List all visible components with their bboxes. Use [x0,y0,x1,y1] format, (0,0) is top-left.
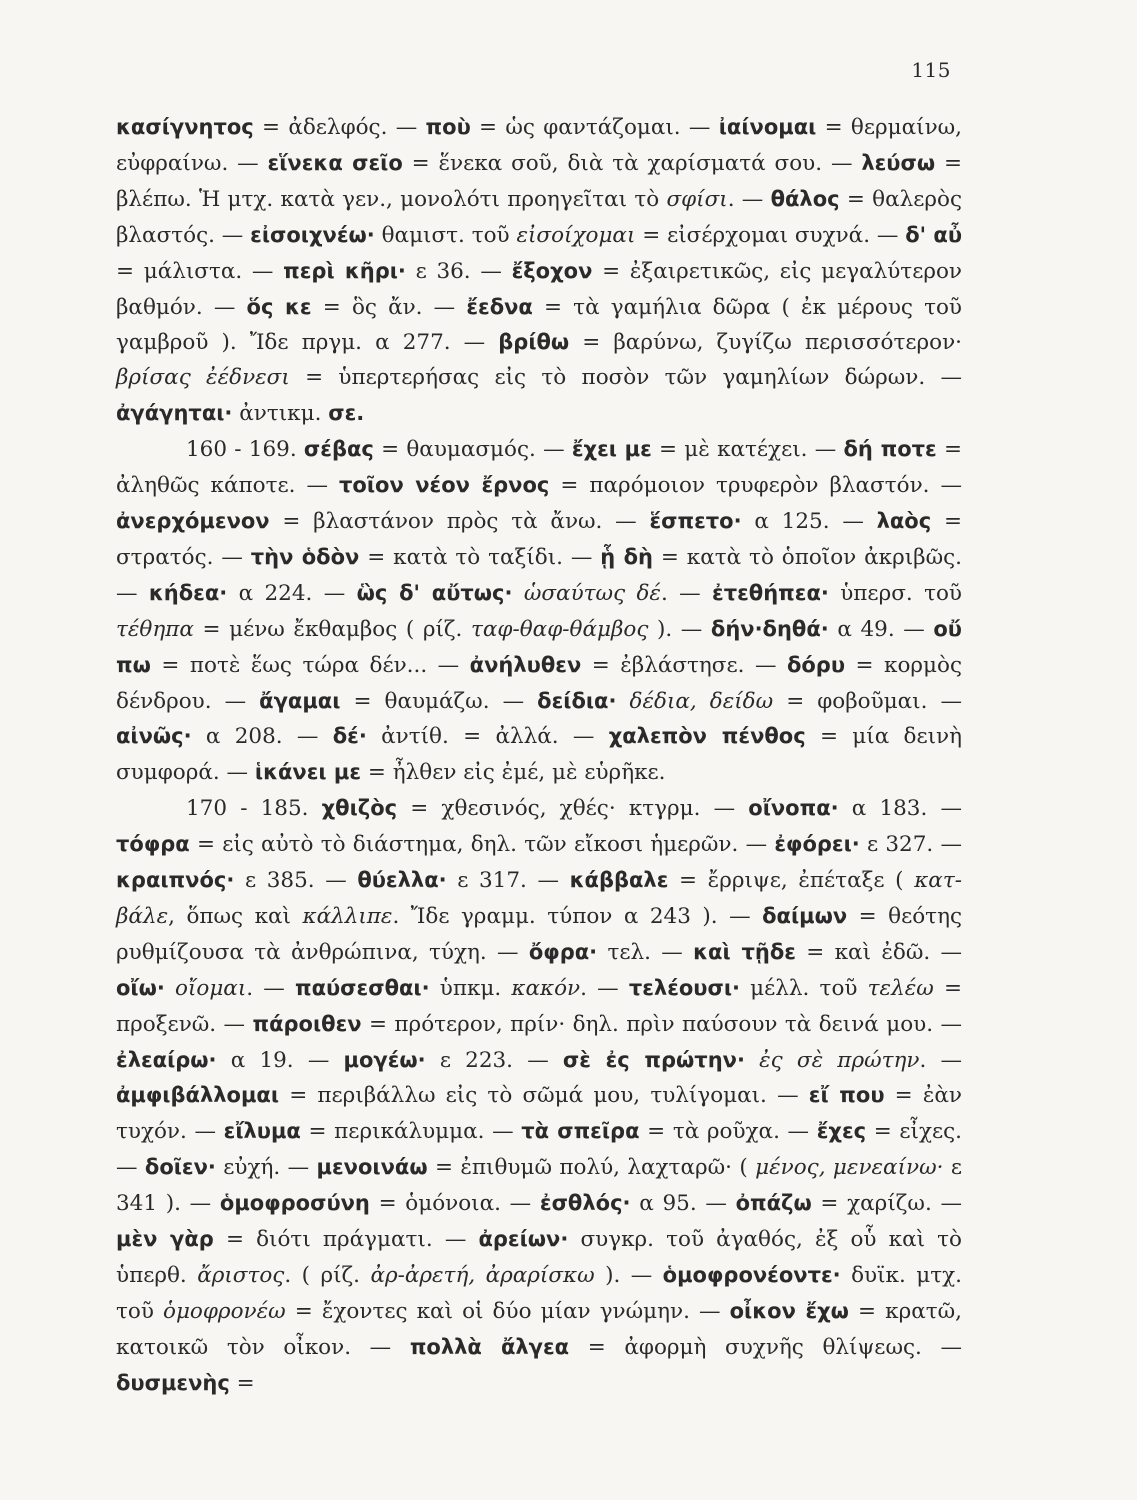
gloss-text: ὑπερσ. τοῦ [828,580,962,606]
gloss-text: . — [580,975,629,1001]
paragraph [116,110,962,432]
gloss-text: α 208. — [191,724,333,750]
headword: σέβας [303,437,374,462]
headword: εἴλυμα [223,1119,301,1144]
headword: οἶκον ἔχω [729,1298,849,1323]
headword: οἴω· [116,975,165,1000]
headword: λεύσω [861,150,936,175]
gloss-text: = θαυμασμός. — [373,437,572,463]
italic-term: δέδια, δείδω [629,688,774,714]
headword: ὀπάζω [735,1191,812,1216]
italic-term: κακόν [511,975,581,1001]
headword: εἵνεκα σεῖο [267,150,403,175]
gloss-text: = ἐξαιρετικῶς, εἰς μεγαλύτερον βαθμόν. — [116,258,962,320]
italic-term: ἐς σὲ πρώτην [759,1047,920,1073]
gloss-text: = ἐβλάστησε. — [581,652,787,678]
headword: κήδεα· [148,580,228,605]
italic-term: βρίσας ἐέδνεσι [116,365,290,391]
gloss-text: = προξενῶ. — [116,975,962,1037]
gloss-text: = εἰσέρχομαι συχνά. — [635,222,906,248]
gloss-text [616,689,629,714]
headword: χαλεπὸν πένθος [608,724,806,749]
headword: οἴνοπα· [748,796,839,821]
gloss-text: ε 385. — [234,868,358,894]
italic-term: ὡσαύτως δέ [523,580,661,606]
gloss-text: ). — [594,1263,663,1288]
gloss-text: 170 - 185. [186,796,322,822]
gloss-text: = στρατός. — [116,508,962,570]
gloss-text [512,581,523,606]
headword: ἐτεθήπεα· [712,580,829,605]
gloss-text [745,1048,759,1073]
gloss-text: = θεότης ρυθμίζουσα τὰ ἀνθρώπινα, τύχη. — [116,903,963,965]
italic-term: εἰσοίχομαι [516,222,636,248]
gloss-text: α 49. — [828,616,934,642]
gloss-text: = ἀφορμὴ συχνῆς θλίψεως. — [569,1334,962,1360]
italic-term: σφίσι [666,186,728,212]
gloss-text: = βαρύνω, ζυγίζω περισσότερον· [569,330,962,356]
headword: μὲν γὰρ [116,1227,214,1252]
gloss-text: = ἐὰν τυχόν. — [116,1083,962,1145]
italic-term: ταφ-θαφ-θάμβος [471,616,649,642]
headword: ὁμοφρονέοντε· [662,1263,841,1287]
headword: ὅς κε [246,294,312,319]
headword: δυσμενὴς [116,1370,230,1395]
gloss-text: ὑπκμ. [429,975,512,1001]
headword: πάροιθεν [252,1011,362,1036]
headword: ἀνήλυθεν [469,652,582,677]
headword: παύσεσθαι· [294,975,430,1000]
headword: τοῖον νέον ἔρνος [339,473,550,498]
gloss-text: ε 327. — [859,832,962,858]
gloss-text: θαμιστ. τοῦ [374,222,517,248]
gloss-text: . Ἴδε γραμμ. τύπον α 243 ). — [392,903,763,929]
headword: αἰνῶς· [116,724,192,749]
headword: ἀμφιβάλλομαι [116,1083,280,1108]
gloss-text: ε 317. — [446,868,570,894]
headword: εἰσοιχνέω· [250,222,375,247]
headword: δήν·δηθά· [710,616,829,641]
paragraph [116,432,962,791]
gloss-text: ἀντίθ. = ἀλλά. — [366,724,609,750]
headword: εἴ που [808,1083,885,1108]
gloss-text: = ἐπιθυμῶ πολύ, λαχταρῶ· ( [427,1155,756,1181]
gloss-text: = φοβοῦμαι. — [773,688,962,714]
gloss-text: = ἔρριψε, ἐπέταξε ( [668,868,915,894]
headword: πολλὰ ἄλγεα [409,1334,570,1359]
headword: μογέω· [343,1047,426,1072]
headword: καὶ τῇδε [693,939,796,964]
gloss-text: = θερμαίνω, εὐφραίνω. — [116,115,963,176]
gloss-text: = ὑπερτερήσας εἰς τὸ ποσὸν τῶν γαμηλίων δώρων. — [289,365,962,391]
headword: οὔ πω [116,616,962,677]
gloss-text: ε 36. — [405,258,512,284]
gloss-text: α 19. — [216,1047,344,1073]
gloss-text: = κορμὸς δένδρου. — [116,652,962,714]
headword: περὶ κῆρι· [283,258,406,283]
gloss-text: = ὃς ἄν. — [311,294,467,320]
headword: τόφρα [116,832,190,857]
headword: μενοινάω [316,1155,428,1180]
gloss-text: . — [246,975,295,1001]
headword: δ' αὖ [905,222,962,247]
headword: θάλος [770,186,840,211]
italic-term: ἄριστος [197,1263,285,1288]
gloss-text: τελ. — [597,939,694,965]
headword: δείδια· [537,688,617,713]
headword: ὣς δ' αὔτως· [356,580,513,605]
headword: ἐλεαίρω· [116,1047,217,1072]
headword: ἱκάνει με [254,760,362,785]
headword: ἀγάγηται· [116,401,233,426]
gloss-text: = χθεσινός, χθές· κτγρμ. — [397,796,749,822]
gloss-text: ε 341 ). — [116,1155,962,1217]
headword: λαὸς [876,508,932,533]
gloss-text: = [229,1370,255,1396]
headword: σὲ ἐς πρώτην· [562,1047,745,1072]
gloss-text: = μένω ἔκθαμβος ( ρίζ. [193,616,471,642]
gloss-text: δυϊκ. μτχ. τοῦ [116,1263,962,1324]
headword: ἔξοχον [511,258,593,283]
gloss-text: = χαρίζω. — [811,1191,962,1217]
gloss-text: 160 - 169. [186,437,304,463]
gloss-text: = θαλερὸς βλαστός. — [116,186,962,248]
headword: δή ποτε [843,437,937,462]
gloss-text: μέλλ. τοῦ [740,975,868,1001]
gloss-text: = πρότερον, πρίν· δηλ. πρὶν παύσουν τὰ δεινά μου. — [361,1011,962,1037]
gloss-text: συγκρ. τοῦ ἀγαθός, ἐξ οὗ καὶ τὸ ὑπερθ. [116,1227,962,1288]
gloss-text: = κρατῶ, κατοικῶ τὸν οἶκον. — [116,1298,962,1360]
gloss-text: = ποτὲ ἕως τώρα δέν... — [150,652,470,678]
headword: ἔχει με [571,437,652,462]
headword: τὴν ὁδὸν [250,544,360,569]
headword: κραιπνός· [116,868,235,893]
gloss-text: . ( ρίζ. [284,1263,371,1288]
headword: ἐφόρει· [774,832,860,857]
body-text [116,110,962,1402]
italic-term: μένος, μενεαίνω· [755,1155,944,1181]
gloss-text: α 95. — [630,1191,736,1217]
gloss-text: . — [919,1047,962,1073]
gloss-text: = θαυμάζω. — [340,688,538,714]
headword: ἰαίνομαι [718,115,817,139]
gloss-text: = ἔχοντες καὶ οἱ δύο μίαν γνώμην. — [285,1298,730,1324]
headword: ὁμοφροσύνη [219,1191,370,1216]
gloss-text: = μάλιστα. — [116,258,284,284]
gloss-text: α 125. — [741,508,877,534]
gloss-text: = διότι πράγματι. — [213,1227,479,1253]
headword: τελέουσι· [628,975,741,1000]
headword: ἀνερχόμενον [116,508,270,533]
gloss-text: = κατὰ τὸ ὁποῖον ἀκριβῶς. — [116,544,962,606]
headword: ποὺ [425,115,471,139]
gloss-text: , ὅπως καὶ [168,903,303,929]
gloss-text: α 224. — [227,580,357,606]
italic-term: κάλλιπε [302,903,393,929]
gloss-text: ἀντικμ. [232,401,329,427]
headword: ἕσπετο· [649,508,742,533]
gloss-text: = εἶχες. — [116,1119,962,1181]
headword: ἀρείων· [478,1227,569,1252]
headword: ᾗ δὴ [600,544,653,569]
gloss-text: = εἰς αὐτὸ τὸ διάστημα, δηλ. τῶν εἴκοσι ἡμερῶν. — [189,832,775,858]
gloss-text: = περικάλυμμα. — [300,1119,522,1145]
gloss-text: α 183. — [838,796,962,822]
headword: δόρυ [786,652,846,677]
headword: κάββαλε [569,868,669,893]
headword: ἔεδνα [466,294,533,319]
gloss-text: ). — [648,616,711,642]
headword: θύελλα· [357,868,447,893]
gloss-text: ε 223. — [425,1047,563,1073]
headword: κασίγνητος [116,115,254,139]
headword: ὄφρα· [528,939,598,964]
gloss-text: = παρόμοιον τρυφερὸν βλαστόν. — [549,473,962,499]
gloss-text: = βλέπω. Ἡ μτχ. κατὰ γεν., μονολότι προηγεῖται τὸ [116,150,962,212]
gloss-text: = καὶ ἐδῶ. — [795,939,963,965]
gloss-text: = μία δεινὴ συμφορά. — [116,724,962,786]
gloss-text: . — [727,186,771,212]
gloss-text: = ὁμόνοια. — [369,1191,540,1217]
page-number: 115 [911,58,951,82]
gloss-text: = ἀληθῶς κάποτε. — [116,437,962,499]
gloss-text: . — [660,580,712,606]
paragraph [116,791,962,1401]
headword: δέ· [332,724,367,749]
headword: τὰ σπεῖρα [521,1119,640,1144]
gloss-text: εὐχή. — [215,1155,317,1181]
headword: δαίμων [762,903,848,928]
italic-term: οἴομαι [175,975,247,1001]
italic-term: τέθηπα [116,616,194,642]
headword: βρίθω [498,330,570,355]
gloss-text: = τὰ ροῦχα. — [639,1119,817,1145]
headword: ἄγαμαι [259,688,341,713]
gloss-text: = τὰ γαμήλια δῶρα ( ἐκ μέρους τοῦ γαμβροῦ ). Ἴδε πργμ. α 277. — [116,294,962,356]
headword: ἐσθλός· [539,1191,631,1216]
italic-term: ἀρ-ἀρετή, ἀραρίσκω [370,1263,595,1288]
gloss-text: = μὲ κατέχει. — [651,437,844,463]
gloss-text: = ἀδελφός. — [253,115,426,140]
gloss-text: = βλαστάνον πρὸς τὰ ἄνω. — [269,508,650,534]
gloss-text: = ἦλθεν εἰς ἐμέ, μὲ εὑρῆκε. [361,760,666,786]
italic-term: ὁμοφρονέω [163,1298,286,1324]
headword: δοῖεν· [144,1155,216,1180]
headword: χθιζὸς [321,796,398,821]
italic-term: τελέω [867,975,934,1001]
headword: σε. [328,401,365,426]
gloss-text: = κατὰ τὸ ταξίδι. — [359,544,601,570]
gloss-text: = περιβάλλω εἰς τὸ σῶμά μου, τυλίγομαι. — [279,1083,809,1109]
gloss-text [165,976,175,1001]
italic-term: κατ-βάλε [116,868,962,929]
gloss-text: = ὡς φαντάζομαι. — [470,115,719,140]
gloss-text: = ἕνεκα σοῦ, διὰ τὰ χαρίσματά σου. — [402,150,862,176]
headword: ἔχες [816,1119,867,1144]
